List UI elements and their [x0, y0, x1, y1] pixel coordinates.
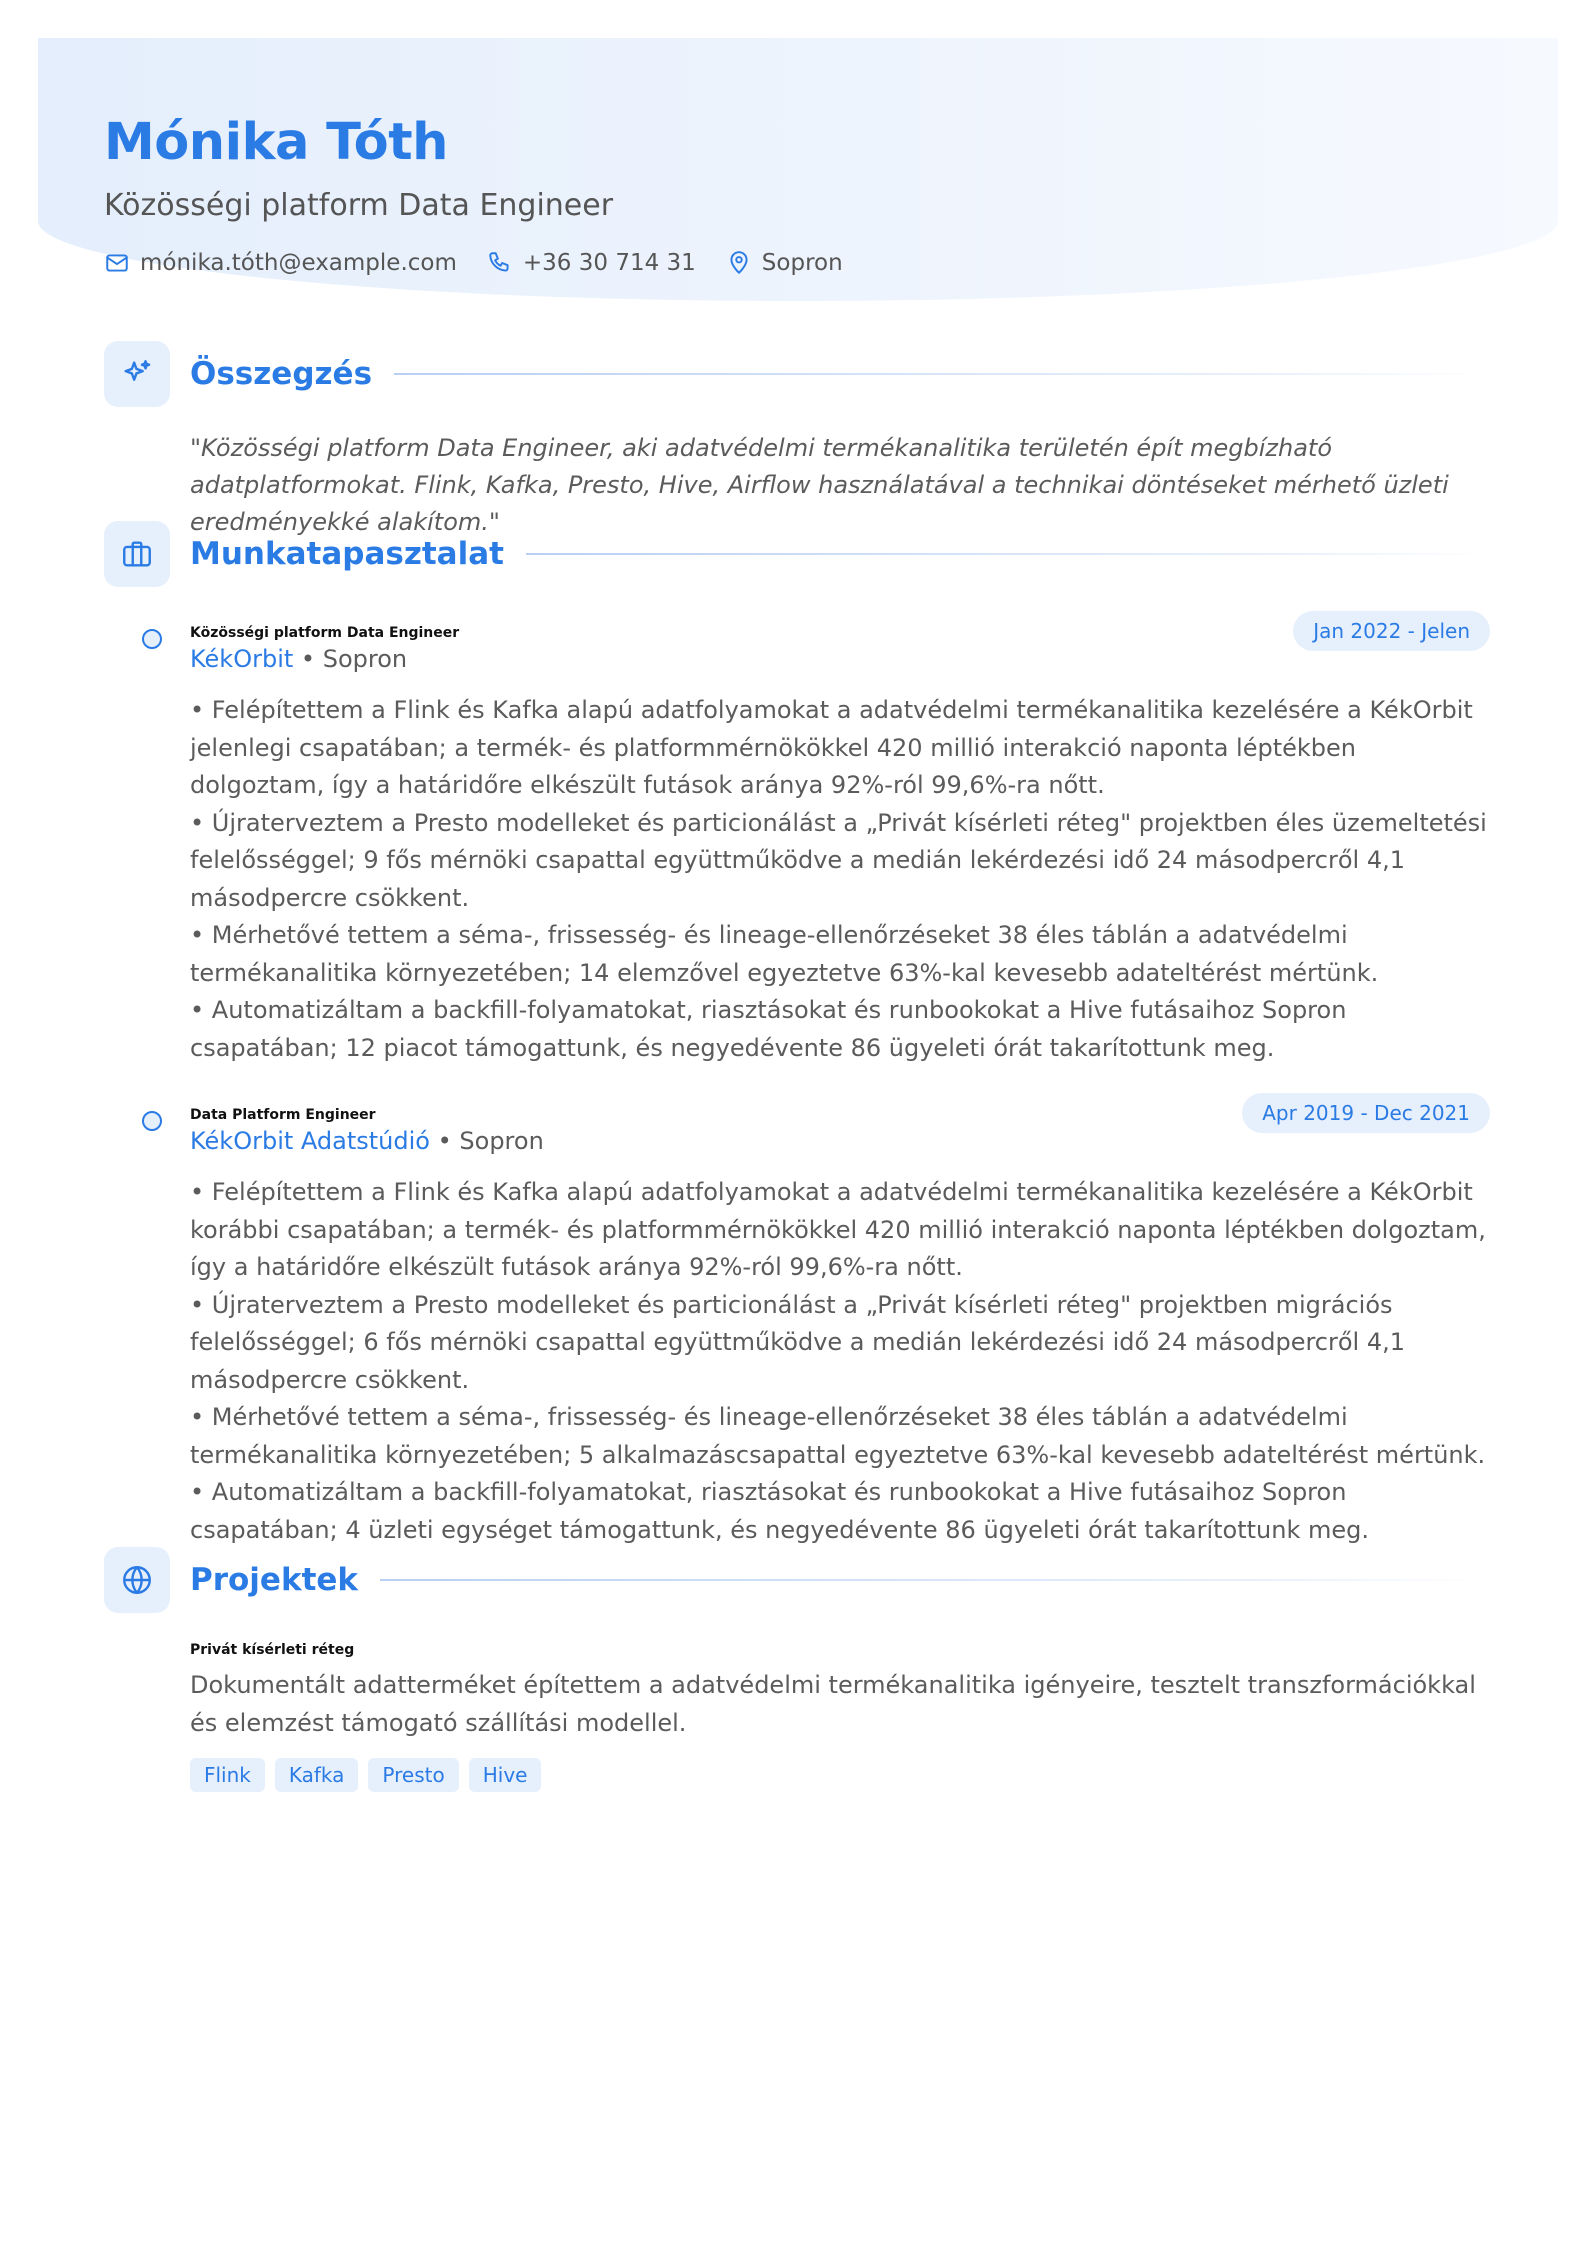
contact-email[interactable] [104, 250, 457, 276]
section-divider [526, 553, 1489, 555]
job-dates: Apr 2019 - Dec 2021 [1242, 1093, 1490, 1133]
job-company-line [190, 643, 1490, 676]
job-bullet: • Automatizáltam a backfill-folyamatokat, riasztásokat és runbookokat a Hive futásaihoz Sopron csapatában; 4 üzleti egységet támogattunk, és negyedévente 86 ügyeleti órát takarítottunk meg. [190, 1478, 1369, 1544]
job-company: KékOrbit [190, 645, 294, 673]
projects-section-header [104, 1547, 1489, 1613]
email-text: mónika.tóth@example.com [140, 250, 457, 276]
phone-icon [487, 250, 513, 276]
mail-icon [104, 250, 130, 276]
job-role: Data Platform Engineer [190, 1107, 376, 1123]
tech-tag: Kafka [275, 1758, 359, 1792]
job-location: Sopron [459, 1127, 544, 1155]
job-bullet: • Mérhetővé tettem a séma-, frissesség- és lineage-ellenőrzéseket 38 éles táblán a adatvédelmi termékanalitika környezetében; 5 alkalmazáscsapattal egyeztetve 63%-kal kevesebb adateltérést mértünk. [190, 1403, 1486, 1469]
job-bullets [190, 1174, 1490, 1549]
job-bullet: • Mérhetővé tettem a séma-, frissesség- és lineage-ellenőrzéseket 38 éles táblán a adatvédelmi termékanalitika környezetében; 14 elemzővel egyeztetve 63%-kal kevesebb adateltérést mértünk. [190, 921, 1379, 987]
project-entry [190, 1640, 1490, 1792]
job-entry [190, 619, 1490, 1067]
job-role: Közösségi platform Data Engineer [190, 625, 460, 641]
resume-header [104, 110, 1504, 276]
bullet-separator: • [437, 1127, 460, 1155]
globe-icon [120, 1563, 154, 1597]
job-company: KékOrbit Adatstúdió [190, 1127, 430, 1155]
candidate-name: Mónika Tóth [104, 113, 448, 172]
job-bullets [190, 692, 1490, 1067]
experience-heading: Munkatapasztalat [190, 536, 504, 572]
tech-tag: Flink [190, 1758, 265, 1792]
contact-phone[interactable] [487, 250, 696, 276]
job-bullet: • Automatizáltam a backfill-folyamatokat, riasztásokat és runbookokat a Hive futásaihoz Sopron csapatában; 12 piacot támogattunk, és negyedévente 86 ügyeleti órát takarítottunk meg. [190, 996, 1347, 1062]
experience-section-header [104, 521, 1489, 587]
contact-row [104, 250, 1504, 276]
map-pin-icon [726, 250, 752, 276]
experience-icon-box [104, 521, 170, 587]
job-bullet: • Felépítettem a Flink és Kafka alapú adatfolyamokat a adatvédelmi termékanalitika kezelésére a KékOrbit korábbi csapatában; a termék- és platformmérnökökkel 420 millió interakció naponta léptékben dolgoztam, így a határidőre elkészült futások aránya 92%-ról 99,6%-ra nőtt. [190, 1178, 1486, 1281]
job-bullet: • Újraterveztem a Presto modelleket és particionálást a „Privát kísérleti réteg" projektben migrációs felelősséggel; 6 fős mérnöki csapattal együttműködve a medián lekérdezési idő 24 másodpercről 4,1 másodpercre csökkent. [190, 1290, 1406, 1394]
job-bullet: • Felépítettem a Flink és Kafka alapú adatfolyamokat a adatvédelmi termékanalitika kezelésére a KékOrbit jelenlegi csapatában; a termék- és platformmérnökökkel 420 millió interakció naponta léptékben dolgoztam, így a határidőre elkészült futások aránya 92%-ról 99,6%-ra nőtt. [190, 696, 1473, 799]
candidate-title: Közösségi platform Data Engineer [104, 188, 614, 223]
tech-tag: Presto [368, 1758, 458, 1792]
summary-section-header [104, 341, 1489, 407]
job-bullet: • Újraterveztem a Presto modelleket és particionálást a „Privát kísérleti réteg" projektben éles üzemeltetési felelősséggel; 9 fős mérnöki csapattal együttműködve a medián lekérdezési idő 24 másodpercről 4,1 másodpercre csökkent. [190, 808, 1487, 912]
summary-text: "Közösségi platform Data Engineer, aki adatvédelmi termékanalitika területén épít megbízható adatplatformokat. Flink, Kafka, Presto, Hive, Airflow használatával a technikai döntéseket mérhető üzleti eredményekké alakítom." [190, 434, 1449, 536]
projects-heading: Projektek [190, 1562, 359, 1598]
summary-icon-box [104, 341, 170, 407]
contact-location [726, 250, 843, 276]
briefcase-icon [120, 537, 154, 571]
project-name: Privát kísérleti réteg [190, 1642, 355, 1658]
timeline-dot [142, 1111, 162, 1131]
projects-icon-box [104, 1547, 170, 1613]
location-text: Sopron [761, 250, 843, 276]
job-entry [190, 1101, 1490, 1549]
section-divider [394, 373, 1489, 375]
phone-text: +36 30 714 31 [522, 250, 696, 276]
section-divider [380, 1579, 1489, 1581]
tech-tag: Hive [469, 1758, 542, 1792]
bullet-separator: • [300, 645, 323, 673]
summary-heading: Összegzés [190, 356, 373, 392]
sparkles-icon [120, 357, 154, 391]
job-dates: Jan 2022 - Jelen [1293, 611, 1490, 651]
job-location: Sopron [322, 645, 408, 673]
project-tags [190, 1758, 1490, 1792]
project-description: Dokumentált adatterméket építettem a adatvédelmi termékanalitika igényeire, tesztelt transzformációkkal és elemzést támogató szállítási modellel. [190, 1671, 1476, 1737]
timeline-dot [142, 629, 162, 649]
